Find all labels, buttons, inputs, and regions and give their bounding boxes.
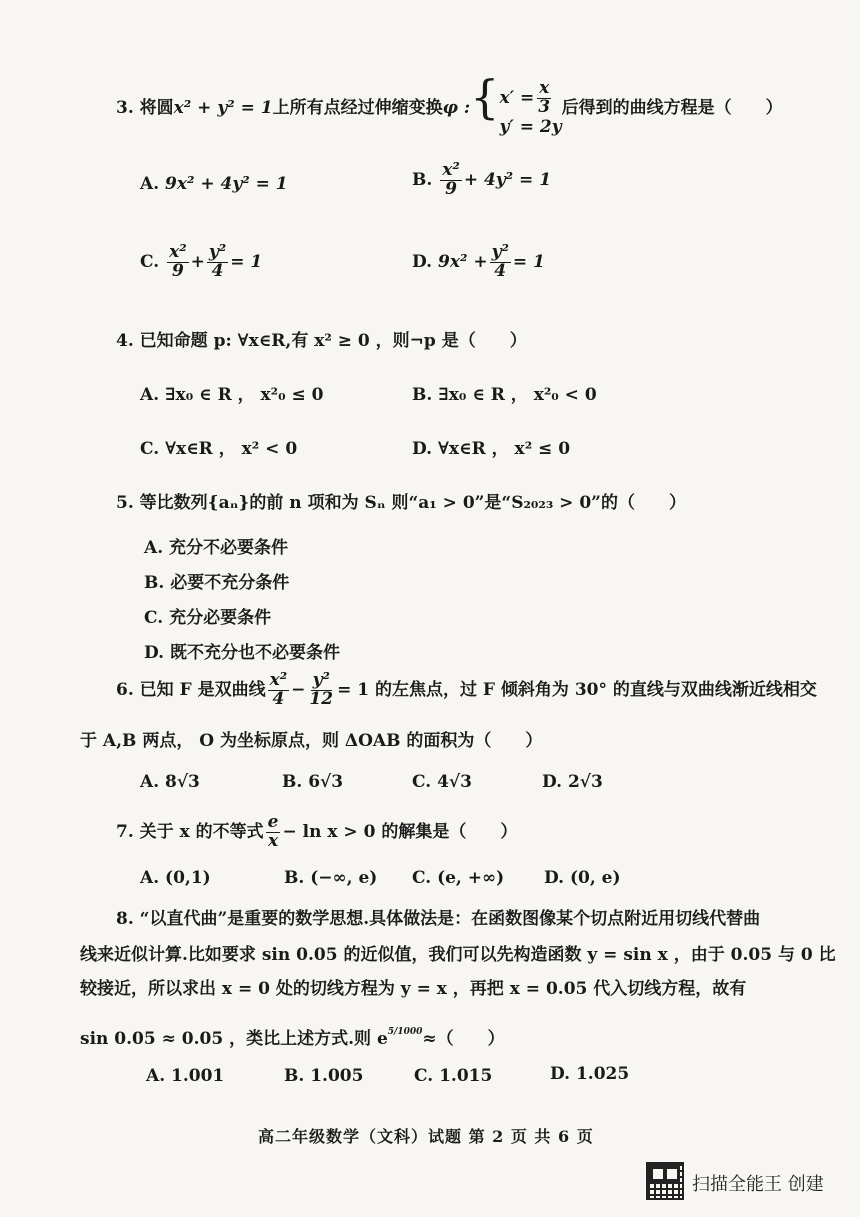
question-6-stem-line1: 6. 已知 F 是双曲线 $\frac{\text{x²}}{4}$ − $\frac{\text{y²}}{12}$ = 1 的左焦点，过 F 倾斜角为 30° 的直线与双曲线渐近线相交 [116, 670, 817, 709]
q6-option-d[interactable]: D. 2√3 [542, 772, 603, 792]
question-8-line4: sin 0.05 ≈ 0.05 ，类比上述方式.则 $e^{5/1000}\approx$（ ） [80, 1027, 505, 1049]
q8-option-b[interactable]: B. 1.005 [284, 1066, 364, 1086]
q6-option-c[interactable]: C. 4√3 [412, 772, 472, 792]
page-footer: 高二年级数学（文科）试题 第 2 页 共 6 页 [258, 1127, 594, 1146]
q4-option-a[interactable]: A. ∃x₀ ∈ R ， x²₀ ≤ 0 [140, 385, 324, 405]
q7-option-d[interactable]: D. (0, e) [544, 868, 621, 888]
q4-option-c[interactable]: C. ∀x∈R ， x² < 0 [140, 439, 298, 459]
transformation-system: x′ = $\frac{x}{3}$ y′ = 2y [499, 77, 562, 137]
q3-option-a[interactable]: A. 9x² + 4y² = 1 [140, 174, 288, 194]
question-6-stem-line2: 于 A,B 两点， O 为坐标原点，则 ΔOAB 的面积为（ ） [80, 731, 543, 751]
q5-option-b[interactable]: B. 必要不充分条件 [144, 573, 290, 593]
q5-option-c[interactable]: C. 充分必要条件 [144, 608, 272, 628]
question-8-line3: 较接近，所以求出 x = 0 处的切线方程为 y = x ，再把 x = 0.05 代入切线方程，故有 [80, 979, 747, 999]
q8-option-c[interactable]: C. 1.015 [414, 1066, 493, 1086]
scanner-watermark: 扫描全能王 创建 [692, 1174, 824, 1195]
system-brace: { [470, 70, 500, 124]
q8-option-d[interactable]: D. 1.025 [550, 1064, 630, 1084]
q7-option-a[interactable]: A. (0,1) [140, 868, 211, 888]
question-8-line1: 8. “以直代曲”是重要的数学思想.具体做法是：在函数图像某个切点附近用切线代替曲 [116, 909, 761, 929]
question-7-stem: 7. 关于 x 的不等式 $\frac{e}{x}$ − ln x > 0 的解集是（ ） [116, 812, 518, 851]
q5-option-a[interactable]: A. 充分不必要条件 [144, 538, 289, 558]
q7-option-b[interactable]: B. (−∞, e) [284, 868, 378, 888]
question-5-stem: 5. 等比数列{aₙ}的前 n 项和为 Sₙ 则“a₁ > 0”是“S₂₀₂₃ > 0”的（ ） [116, 493, 686, 513]
q5-option-d[interactable]: D. 既不充分也不必要条件 [144, 643, 340, 663]
q6-option-a[interactable]: A. 8√3 [140, 772, 200, 792]
q3-option-c[interactable]: C. $\frac{\text{x²}}{9}$ + $\frac{\text{y²}}{4}$ = 1 [140, 242, 263, 281]
question-3-stem: 3. 将圆x² + y² = 1上所有点经过伸缩变换φ :{ x′ = $\frac{x}{3}$ y′ = 2y 后得到的曲线方程是（ ） [116, 70, 783, 137]
q8-option-a[interactable]: A. 1.001 [146, 1066, 225, 1086]
q3-option-b[interactable]: B. $\frac{\text{x²}}{9}$ + 4y² = 1 [412, 160, 552, 199]
q7-option-c[interactable]: C. (e, +∞) [412, 868, 505, 888]
q3-option-d[interactable]: D. 9x² + $\frac{\text{y²}}{4}$ = 1 [412, 242, 545, 281]
question-8-line2: 线来近似计算.比如要求 sin 0.05 的近似值，我们可以先构造函数 y = sin x ，由于 0.05 与 0 比 [80, 945, 836, 965]
q6-option-b[interactable]: B. 6√3 [282, 772, 344, 792]
q4-option-b[interactable]: B. ∃x₀ ∈ R ， x²₀ < 0 [412, 385, 597, 405]
q4-option-d[interactable]: D. ∀x∈R ， x² ≤ 0 [412, 439, 571, 459]
qr-code-icon [646, 1162, 684, 1200]
question-4-stem: 4. 已知命题 p: ∀x∈R,有 x² ≥ 0 ，则¬p 是（ ） [116, 331, 527, 351]
